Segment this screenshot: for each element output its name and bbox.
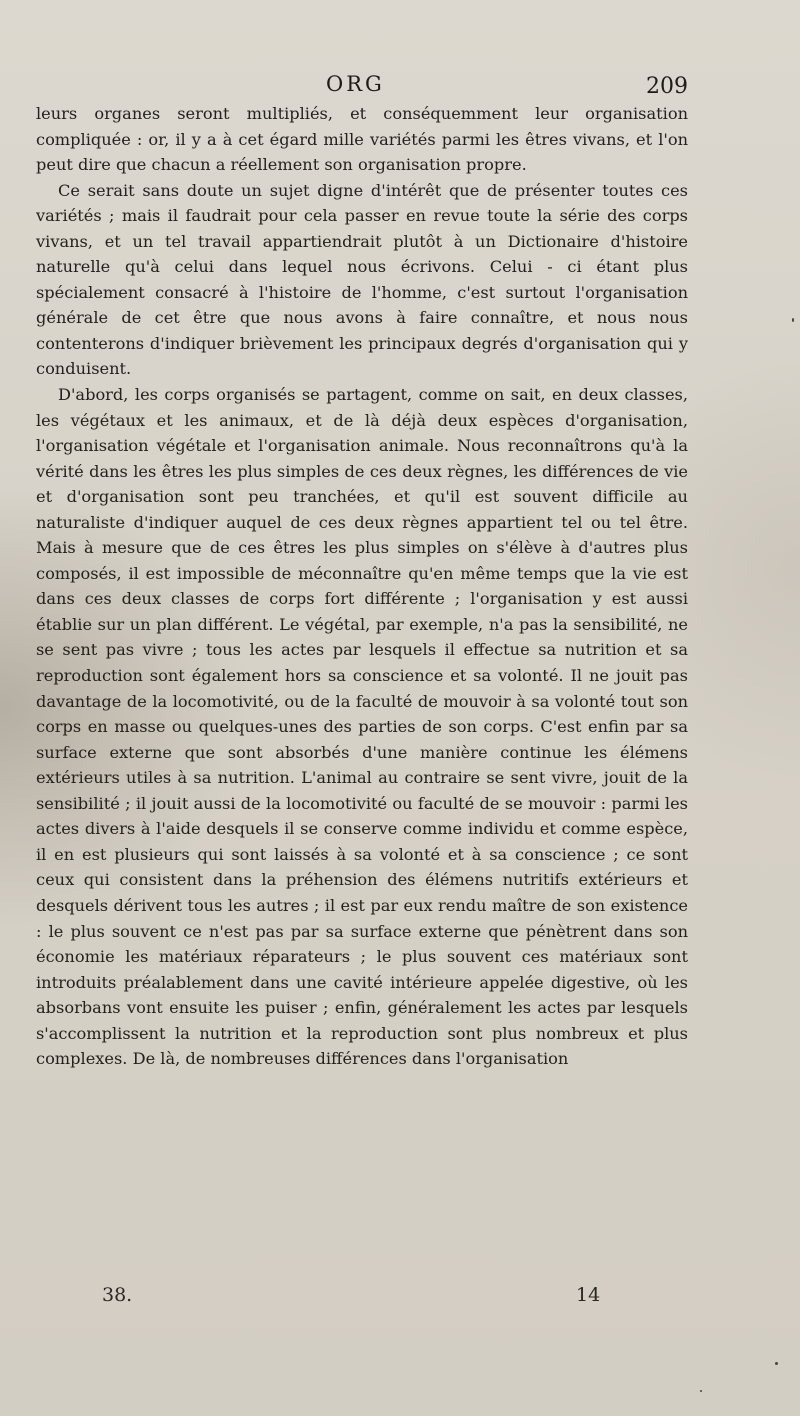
paragraph-1: leurs organes seront multipliés, et conséquemment leur organisation compliquée : or, il y a à cet égard mille variétés parmi les êtres vivans, et l'on peut dire que chacun a réellement son organisation propre. [36, 104, 688, 175]
paragraph-3: D'abord, les corps organisés se partagent, comme on sait, en deux classes, les végétaux et les animaux, et de là déjà deux espèces d'organisation, l'organisation végétale et l'organisation animale. Nous reconnaîtrons qu'à la vérité dans les êtres les plus simples de ces deux règnes, les différences de vie et d'organisation sont peu tranchées, et qu'il est souvent difficile au naturaliste d'indiquer auquel de ces deux règnes appartient tel ou tel être. Mais à mesure que de ces êtres les plus simples on s'élève à d'autres plus composés, il est impossible de méconnaître qu'en même temps que la vie est dans ces deux classes de corps fort différente ; l'organisation y est aussi établie sur un plan différent. Le végétal, par exemple, n'a pas la sensibilité, ne se sent pas vivre ; tous les actes par lesquels il effectue sa nutrition et sa reproduction sont également hors sa conscience et sa volonté. Il ne jouit pas davantage de la locomotivité, ou de la faculté de mouvoir à sa volonté tout son corps en masse ou quelques-unes des parties de son corps. C'est enfin par sa surface externe que sont absorbés d'une manière continue les élémens extérieurs utiles à sa nutrition. L'animal au contraire se sent vivre, jouit de la sensibilité ; il jouit aussi de la locomotivité ou faculté de se mouvoir : parmi les actes divers à l'aide desquels il se conserve comme individu et comme espèce, il en est plusieurs qui sont laissés à sa volonté et à sa conscience ; ce sont ceux qui consistent dans la préhension des élémens nutritifs extérieurs et desquels dérivent tous les autres ; il est par eux rendu maître de son existence : le plus souvent ce n'est pas par sa surface externe que pénètrent dans son économie les matériaux réparateurs ; le plus souvent ces matériaux sont introduits préalablement dans une cavité intérieure appelée digestive, où les absorbans vont ensuite les puiser ; enfin, généralement les actes par lesquels s'accomplissent la nutrition et la reproduction sont plus nombreux et plus complexes. De là, de nombreuses différences dans l'organisation [36, 385, 688, 1069]
body-text [36, 101, 688, 1072]
paragraph-2: Ce serait sans doute un sujet digne d'intérêt que de présenter toutes ces variétés ; mais il faudrait pour cela passer en revue toute la série des corps vivans, et un tel travail appartiendrait plutôt à un Dictionaire d'histoire naturelle qu'à celui dans lequel nous écrivons. Celui - ci étant plus spécialement consacré à l'histoire de l'homme, c'est surtout l'organisation générale de cet être que nous avons à faire connaître, et nous nous contenterons d'indiquer brièvement les principaux degrés d'organisation qui y conduisent. [36, 180, 688, 379]
paper-speck [700, 1390, 702, 1392]
page-footer [36, 1284, 688, 1314]
page-number: 209 [646, 74, 688, 99]
paper-speck [792, 318, 794, 322]
running-head: ORG [326, 72, 385, 96]
page-header [36, 70, 688, 104]
signature-mark: 38. [102, 1284, 133, 1306]
gathering-mark: 14 [576, 1284, 601, 1306]
paper-speck [775, 1362, 778, 1365]
